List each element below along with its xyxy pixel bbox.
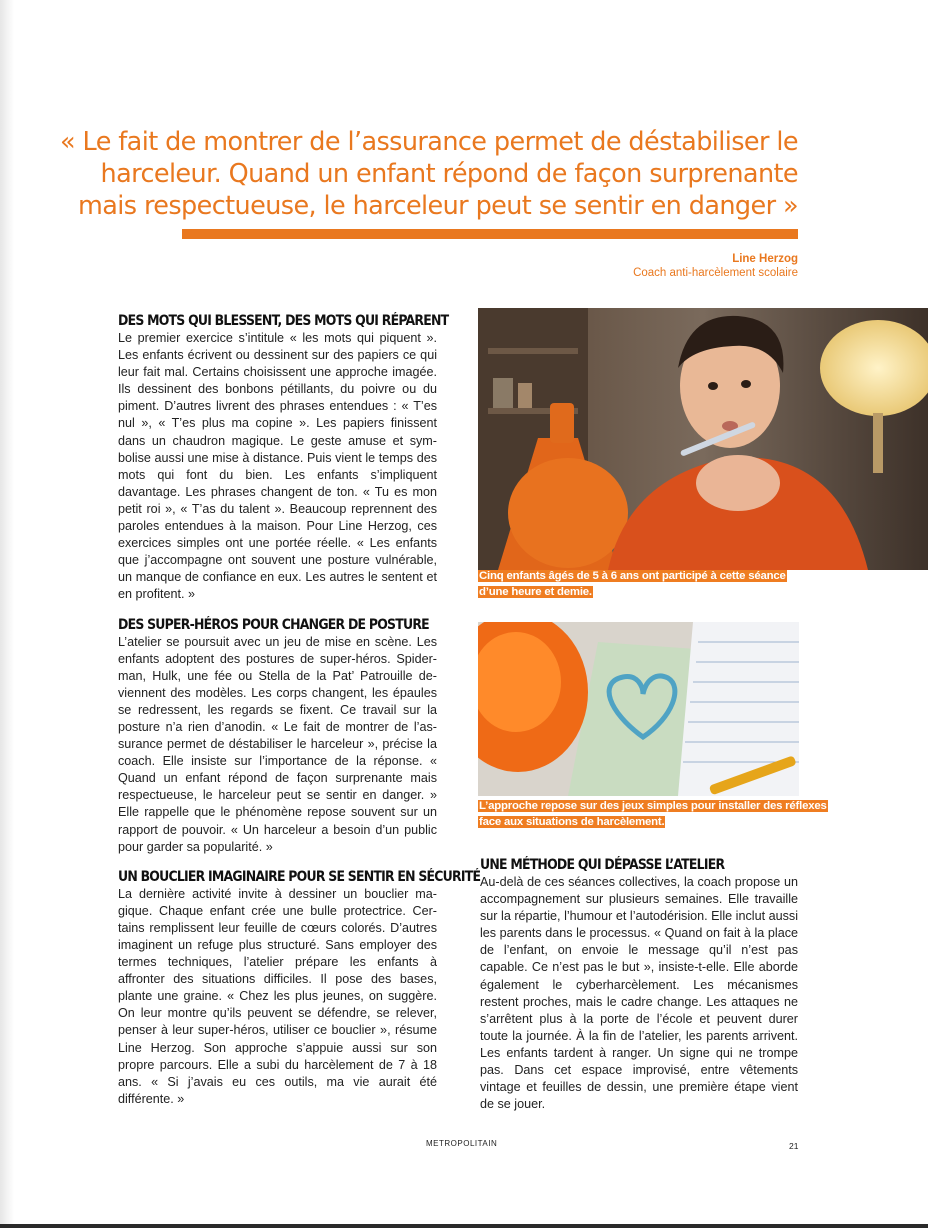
- section-body: Le premier exercice s’intitule « les mots qui piquent ». Les enfants écrivent ou dessinent sur des papiers ce qui leur fait mal. Certains choisissent une approche imagée. Ils dessinent des bonbons pétillants, du poivre ou du piment. D’autres livrent des phrases entendues : « T’es nul », « T’es plus ma copine ». Les papiers finissent dans un chaudron magique. Le geste amuse et symbolise aussi une mise à distance. Puis vient le temps des mots qui font du bien. Les enfants s’impliquent davantage. Les phrases changent de ton. « Tu es mon petit roi », « T’as du talent ». Beaucoup reprennent des paroles entendues à la maison. Pour Line Herzog, ces exercices simples ont une portée réelle. « Les enfants que j’accompagne ont souvent une posture vulnérable, un manque de confiance en eux. Les autres le sentent et en profitent. »: [118, 331, 437, 602]
- section-body: La dernière activité invite à dessiner un bouclier magique. Chaque enfant crée une bulle protectrice. Certains remplissent leur feuille de cœurs colorés. D’autres imaginent un refuge plus structuré. Sans employer des termes techniques, l’atelier prépare les enfants à affronter des situations difficiles. Il pose des bases, plante une graine. « Chez les plus jeunes, on suggère. On leur montre qu’ils peuvent se défendre, se relever, penser à leur super-héros, utiliser ce bouclier », résume Line Herzog. Son approche s’appuie aussi sur son propre parcours. Elle a subi du harcèlement de 7 à 18 ans. « Si j’avais eu ces outils, ma vie aurait été différente. »: [118, 886, 437, 1106]
- bottom-edge: [0, 1224, 928, 1228]
- byline-name: Line Herzog: [732, 253, 798, 265]
- quote-byline: [633, 252, 798, 280]
- section-heading: DES MOTS QUI BLESSENT, DES MOTS QUI RÉPARENT: [118, 313, 449, 329]
- footer-magazine-name: METROPOLITAIN: [426, 1139, 498, 1148]
- section-bouclier: [118, 868, 481, 1108]
- section-heading: UN BOUCLIER IMAGINAIRE POUR SE SENTIR EN SÉCURITÉ: [118, 868, 481, 885]
- section-heading: DES SUPER-HÉROS POUR CHANGER DE POSTURE: [118, 616, 429, 633]
- photo2-caption: L’approche repose sur des jeux simples pour installer des réflexes face aux situations de harcèlement.: [479, 800, 827, 828]
- footer-page-number: 21: [789, 1141, 799, 1151]
- byline-role: Coach anti-harcèlement scolaire: [633, 267, 798, 279]
- section-body: L’atelier se poursuit avec un jeu de mise en scène. Les enfants adoptent des postures de super-héros. Spiderman, Hulk, une fée ou Stella de la Pat’ Patrouille deviennent des modèles. Les corps changent, les épaules se redressent, les regards se fixent. Ce travail sur la posture n’a rien d’anodin. « Le fait de montrer de l’assurance permet de déstabiliser le harceleur », précise la coach. Elle insiste sur l’importance de la réponse. « Quand un enfant répond de façon surprenante mais respectueuse, le harceleur peut se sentir en danger. » Elle rappelle que le phénomène repose souvent sur un rapport de pouvoir. « Un harceleur a besoin d’un public pour garder sa popularité. »: [118, 634, 437, 854]
- section-body: Au-delà de ces séances collectives, la coach propose un accompagnement sur plusieurs semaines. Elle travaille sur la répartie, l’humour et l’autodérision. Elle inclut aussi les parents dans le processus. « Quand on fait à la place de l’enfant, on envoie le message qu’il n’est pas capable. Ce n’est pas le but », insiste-t-elle. Elle aborde également le cyberharcèlement. Les mécanismes restent proches, mais le cadre change. Les attaques ne s’arrêtent plus à la porte de l’école et peuvent durer toute la journée. À la fin de l’atelier, les parents arrivent. Les enfants tardent à ranger. Un signe qui ne trompe pas. Dans cet espace improvisé, entre vêtements vintage et feuilles de dessin, une première étape vient de se jouer.: [480, 875, 798, 1112]
- page-gutter-shadow: [0, 0, 14, 1224]
- section-heading: UNE MÉTHODE QUI DÉPASSE L’ATELIER: [480, 857, 725, 873]
- photo-child-workshop: [478, 308, 928, 570]
- left-column: [118, 312, 481, 1108]
- pull-quote-rule: [182, 229, 798, 239]
- pull-quote: « Le fait de montrer de l’assurance permet de déstabiliser le harceleur. Quand un enfant répond de façon surprenante mais respectueuse, le harceleur peut se sentir en danger »: [60, 127, 798, 221]
- section-super-heros: [118, 616, 437, 856]
- right-column: [480, 856, 798, 1113]
- section-mots: [118, 312, 449, 604]
- photo-heart-drawing: [478, 622, 799, 796]
- photo1-caption: Cinq enfants âgés de 5 à 6 ans ont participé à cette séance d’une heure et demie.: [479, 570, 786, 598]
